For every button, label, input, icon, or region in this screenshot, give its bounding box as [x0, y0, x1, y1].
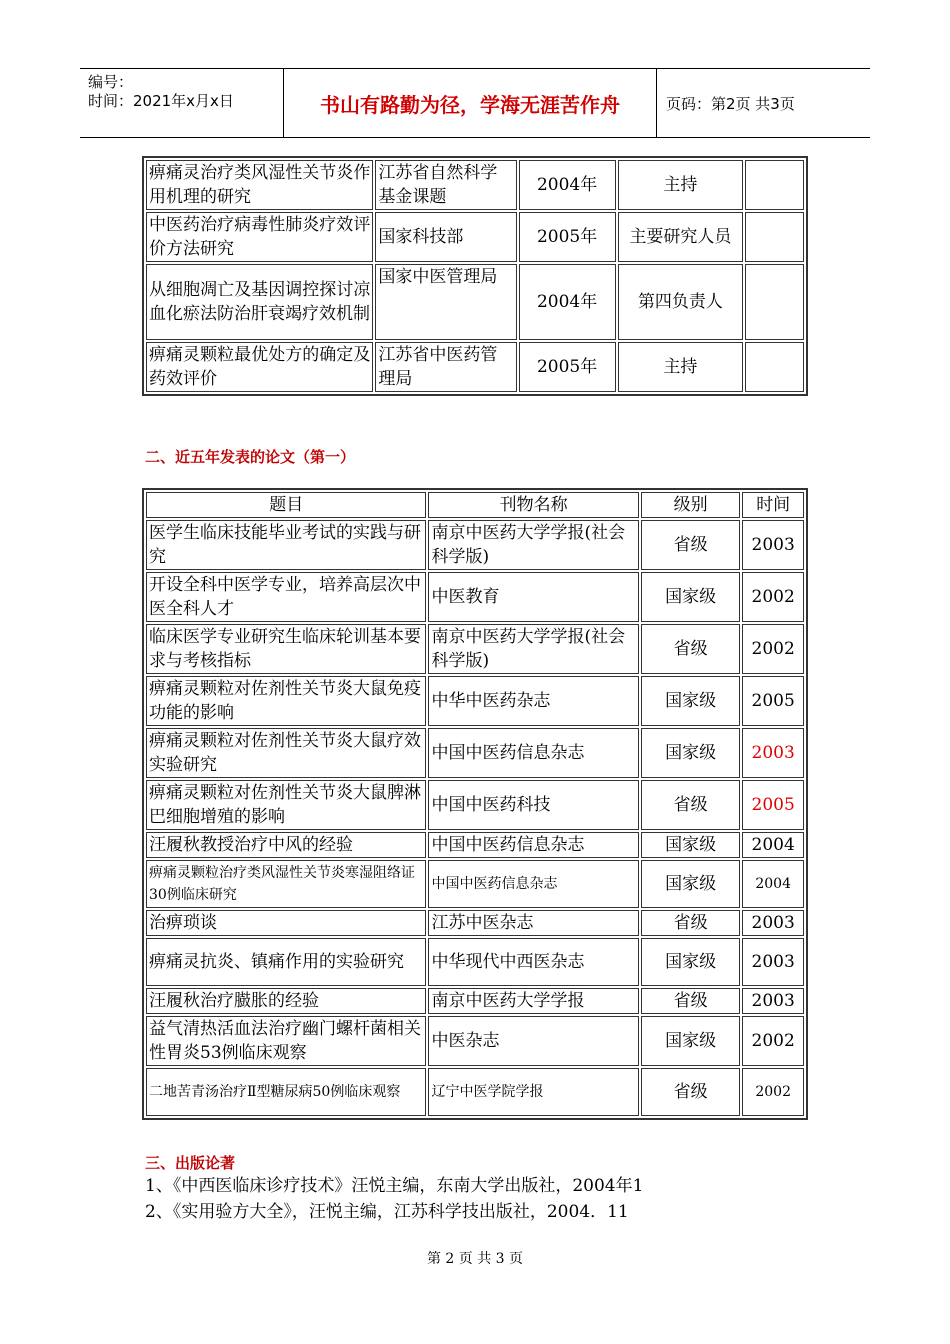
paper-year: 2005 — [742, 780, 804, 830]
table-row — [146, 676, 804, 726]
project-source: 国家中医管理局 — [375, 264, 516, 340]
paper-level: 省级 — [641, 520, 741, 570]
paper-level: 省级 — [641, 1068, 741, 1116]
project-source: 江苏省中医药管理局 — [375, 342, 516, 392]
paper-level: 国家级 — [641, 832, 741, 858]
paper-journal: 中医教育 — [428, 572, 638, 622]
paper-title: 医学生临床技能毕业考试的实践与研究 — [146, 520, 426, 570]
number-label: 编号： — [88, 73, 134, 91]
paper-level: 国家级 — [641, 728, 741, 778]
paper-journal: 南京中医药大学学报(社会科学版) — [428, 624, 638, 674]
paper-title: 痹痛灵抗炎、镇痛作用的实验研究 — [146, 938, 426, 986]
project-source: 国家科技部 — [375, 212, 516, 262]
paper-title: 益气清热活血法治疗幽门螺杆菌相关性胃炎53例临床观察 — [146, 1016, 426, 1066]
table-row — [146, 264, 804, 340]
header-page-info: 页码：第2页 共3页 — [666, 94, 795, 113]
paper-year: 2003 — [742, 728, 804, 778]
paper-title: 痹痛灵颗粒对佐剂性关节炎大鼠脾淋巴细胞增殖的影响 — [146, 780, 426, 830]
project-role: 主要研究人员 — [618, 212, 744, 262]
paper-year: 2004 — [742, 832, 804, 858]
project-source: 江苏省自然科学基金课题 — [375, 160, 516, 210]
projects-table — [142, 156, 808, 396]
table-row — [146, 832, 804, 858]
paper-title: 痹痛灵颗粒对佐剂性关节炎大鼠疗效实验研究 — [146, 728, 426, 778]
paper-journal: 南京中医药大学学报(社会科学版) — [428, 520, 638, 570]
table-row — [146, 1068, 804, 1116]
paper-year: 2004 — [742, 860, 804, 908]
paper-journal: 中国中医药信息杂志 — [428, 728, 638, 778]
empty-cell — [745, 212, 804, 262]
project-year: 2005年 — [519, 342, 616, 392]
table-row — [146, 1016, 804, 1066]
paper-journal: 江苏中医杂志 — [428, 910, 638, 936]
paper-year: 2002 — [742, 1068, 804, 1116]
paper-year: 2002 — [742, 572, 804, 622]
paper-level: 省级 — [641, 780, 741, 830]
col-header-level: 级别 — [641, 492, 741, 518]
paper-journal: 辽宁中医学院学报 — [428, 1068, 638, 1116]
paper-level: 省级 — [641, 988, 741, 1014]
paper-year: 2003 — [742, 910, 804, 936]
table-row — [146, 624, 804, 674]
paper-year: 2005 — [742, 676, 804, 726]
project-title: 痹痛灵治疗类风湿性关节炎作用机理的研究 — [146, 160, 373, 210]
col-header-year: 时间 — [742, 492, 804, 518]
paper-journal: 中医杂志 — [428, 1016, 638, 1066]
project-role: 主持 — [618, 160, 744, 210]
paper-level: 国家级 — [641, 676, 741, 726]
page-footer: 第 2 页 共 3 页 — [426, 1251, 524, 1267]
paper-journal: 中国中医药信息杂志 — [428, 860, 638, 908]
paper-year: 2003 — [742, 938, 804, 986]
paper-journal: 中国中医药信息杂志 — [428, 832, 638, 858]
book-item: 1、《中西医临床诊疗技术》汪悦主编，东南大学出版社，2004年1 — [145, 1176, 644, 1196]
table-row — [146, 910, 804, 936]
table-header-row — [146, 492, 804, 518]
paper-level: 国家级 — [641, 1016, 741, 1066]
paper-title: 汪履秋治疗臌胀的经验 — [146, 988, 426, 1014]
table-row — [146, 860, 804, 908]
paper-level: 省级 — [641, 910, 741, 936]
paper-title: 痹痛灵颗粒治疗类风湿性关节炎寒湿阻络证30例临床研究 — [146, 860, 426, 908]
header-meta — [88, 73, 234, 111]
paper-level: 国家级 — [641, 572, 741, 622]
papers-table — [142, 488, 808, 1120]
table-row — [146, 342, 804, 392]
project-title: 从细胞凋亡及基因调控探讨凉血化瘀法防治肝衰竭疗效机制 — [146, 264, 373, 340]
paper-journal: 中国中医药科技 — [428, 780, 638, 830]
paper-year: 2002 — [742, 1016, 804, 1066]
col-header-title: 题目 — [146, 492, 426, 518]
table-row — [146, 780, 804, 830]
col-header-journal: 刊物名称 — [428, 492, 638, 518]
project-year: 2005年 — [519, 212, 616, 262]
paper-year: 2002 — [742, 624, 804, 674]
table-row — [146, 572, 804, 622]
project-year: 2004年 — [519, 264, 616, 340]
paper-title: 治痹琐谈 — [146, 910, 426, 936]
table-row — [146, 520, 804, 570]
paper-title: 临床医学专业研究生临床轮训基本要求与考核指标 — [146, 624, 426, 674]
paper-level: 国家级 — [641, 860, 741, 908]
table-row — [146, 988, 804, 1014]
project-title: 中医药治疗病毒性肺炎疗效评价方法研究 — [146, 212, 373, 262]
header-motto: 书山有路勤为径，学海无涯苦作舟 — [283, 69, 657, 137]
paper-journal: 南京中医药大学学报 — [428, 988, 638, 1014]
empty-cell — [745, 264, 804, 340]
paper-year: 2003 — [742, 520, 804, 570]
project-title: 痹痛灵颗粒最优处方的确定及药效评价 — [146, 342, 373, 392]
empty-cell — [745, 160, 804, 210]
project-role: 主持 — [618, 342, 744, 392]
table-row — [146, 212, 804, 262]
project-year: 2004年 — [519, 160, 616, 210]
empty-cell — [745, 342, 804, 392]
paper-level: 省级 — [641, 624, 741, 674]
paper-title: 二地苦青汤治疗Ⅱ型糖尿病50例临床观察 — [146, 1068, 426, 1116]
paper-year: 2003 — [742, 988, 804, 1014]
table-row — [146, 160, 804, 210]
page-header — [80, 68, 870, 138]
paper-title: 汪履秋教授治疗中风的经验 — [146, 832, 426, 858]
paper-journal: 中华中医药杂志 — [428, 676, 638, 726]
section-2-title: 二、近五年发表的论文（第一） — [145, 448, 356, 466]
project-role: 第四负责人 — [618, 264, 744, 340]
paper-level: 国家级 — [641, 938, 741, 986]
book-item: 2、《实用验方大全》，汪悦主编，江苏科学技出版社，2004．11 — [145, 1202, 629, 1222]
time-label: 时间：2021年x月x日 — [88, 92, 234, 110]
table-row — [146, 728, 804, 778]
paper-title: 开设全科中医学专业，培养高层次中医全科人才 — [146, 572, 426, 622]
table-row — [146, 938, 804, 986]
paper-journal: 中华现代中西医杂志 — [428, 938, 638, 986]
section-3-title: 三、出版论著 — [145, 1154, 236, 1172]
paper-title: 痹痛灵颗粒对佐剂性关节炎大鼠免疫功能的影响 — [146, 676, 426, 726]
